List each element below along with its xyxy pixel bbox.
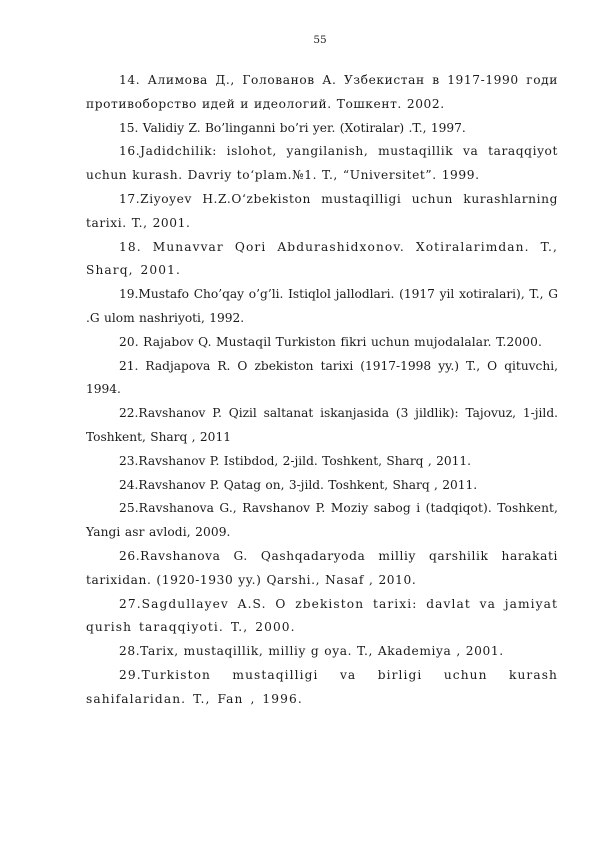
reference-item-15: 15. Validiy Z. Bo’linganni bo’ri yer. (Xotiralar) .T., 1997. [119,120,466,135]
reference-item-17: 17.Ziyoyev H.Z.O‘zbekiston mustaqilligi uchun kurashlarning tarixi. T., 2001. [86,191,558,230]
page-number: 55 [313,34,327,46]
reference-item-28: 28.Tarix, mustaqillik, milliy g oya. T., Akademiya , 2001. [119,644,504,659]
reference-item-29: 29.Turkiston mustaqilligi va birligi uchun kurash sahifalaridan. T., Fan , 1996. [86,667,558,706]
reference-item-22: 22.Ravshanov P. Qizil saltanat iskanjasida (3 jildlik): Tajovuz, 1-jild. Toshkent, Sharq , 2011 [86,406,558,444]
reference-item-26: 26.Ravshanova G. Qashqadaryoda milliy qarshilik harakati tarixidan. (1920-1930 yy.) Qarshi., Nasaf , 2010. [86,548,558,587]
reference-item-21: 21. Radjapova R. O zbekiston tarixi (1917-1998 yy.) T., O qituvchi, 1994. [86,358,558,397]
reference-item-20: 20. Rajabov Q. Mustaqil Turkiston fikri uchun mujodalalar. T.2000. [119,334,542,349]
reference-item-24: 24.Ravshanov P. Qatag on, 3-jild. Toshkent, Sharq , 2011. [119,477,478,492]
reference-item-18: 18. Munavvar Qori Abdurashidxonov. Xotiralarimdan. T., Sharq, 2001. [86,239,558,278]
reference-item-14: 14. Алимова Д., Голованов А. Узбекистан в 1917-1990 годи противоборство идей и идеологий. Тошкент. 2002. [86,73,558,111]
reference-item-25: 25.Ravshanova G., Ravshanov P. Moziy sabog i (tadqiqot). Toshkent, Yangi asr avlodi, 2009. [86,501,558,540]
reference-item-23: 23.Ravshanov P. Istibdod, 2-jild. Toshkent, Sharq , 2011. [119,453,471,468]
reference-item-16: 16.Jadidchilik: islohot, yangilanish, mustaqillik va taraqqiyot uchun kurash. Davriy to‘plam.№1. T., “Universitet”. 1999. [86,144,558,183]
reference-item-19: 19.Mustafo Cho’qay o’g’li. Istiqlol jallodlari. (1917 yil xotiralari), T., G .G ulom nashriyoti, 1992. [86,287,558,325]
reference-list [86,69,558,712]
reference-item-27: 27.Sagdullayev A.S. O zbekiston tarixi: davlat va jamiyat qurish taraqqiyoti. T., 2000. [86,596,558,635]
